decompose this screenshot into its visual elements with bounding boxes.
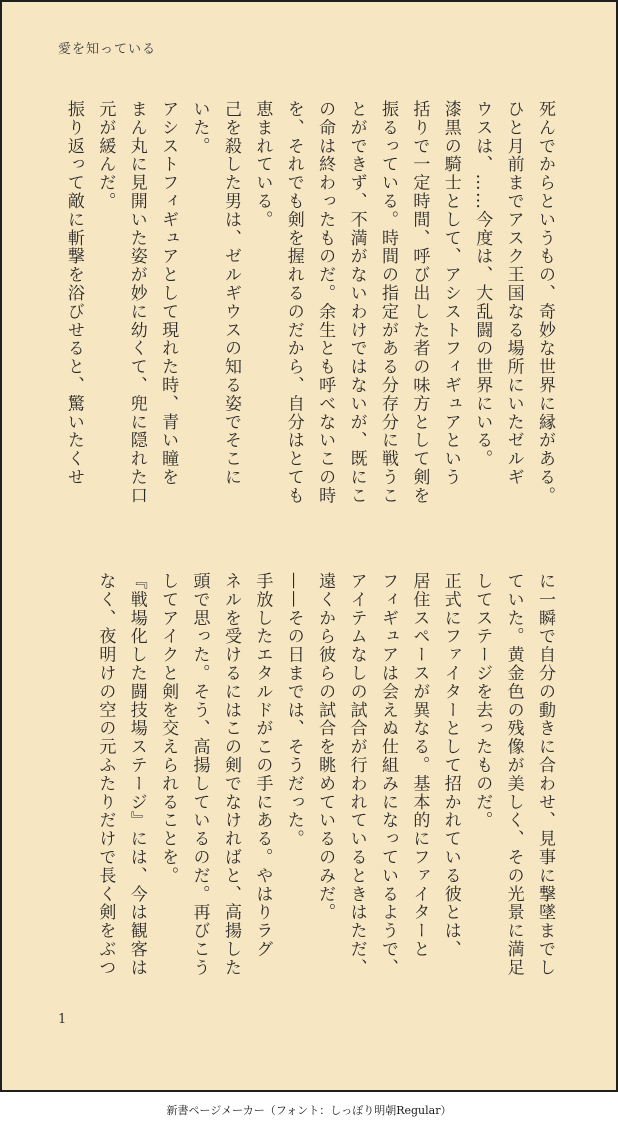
page-header-title: 愛を知っている	[58, 42, 157, 57]
vertical-text-block-lower: に一瞬で自分の動きに合わせ、見事に撃墜までし ていた。黄金色の残像が美しく、その光景に満足 してステージを去ったものだ。 正式にファイターとして招かれている彼とは、 居住スペースが異なる。基本的にファイターと フィギュアは会えぬ仕組みになっているようで、 アイテムなしの試合が行われているときはただ、 遠くから彼らの試合を眺めているのみだ。 ——その日までは、そうだった。 手放したエタルドがこの手にある。やはりラグ ネルを受けるにはこの剣でなければと、高揚した 頭で思った。そう、高揚しているのだ。再びこう してアイクと剣を交えられることを。 『戦場化した闘技場ステージ』には、今は観客は なく、夜明けの空の元ふたりだけで長く剣をぶつ	[95, 572, 555, 977]
footer-caption: 新書ページメーカー（フォント：しっぽり明朝Regular）	[166, 1104, 452, 1117]
page-number: 1	[58, 1012, 67, 1027]
vertical-text-block-upper: 死んでからというもの、奇妙な世界に縁がある。 ひと月前までアスク王国なる場所にいたゼルギ ウスは、……今度は、大乱闘の世界にいる。 漆黒の騎士として、アシストフィギュアという 括りで一定時間、呼び出した者の味方として剣を 振るっている。時間の指定がある分存分に戦うこ とができず、不満がないわけではないが、既にこ の命は終わったものだ。余生とも呼べないこの時 を、それでも剣を握れるのだから、自分はとても 恵まれている。 己を殺した男は、ゼルギウスの知る姿でそこに いた。 アシストフィギュアとして現れた時、青い瞳を まん丸に見開いた姿が妙に幼くて、兜に隠れた口 元が緩んだ。 振り返って敵に斬撃を浴びせると、驚いたくせ	[63, 100, 555, 505]
